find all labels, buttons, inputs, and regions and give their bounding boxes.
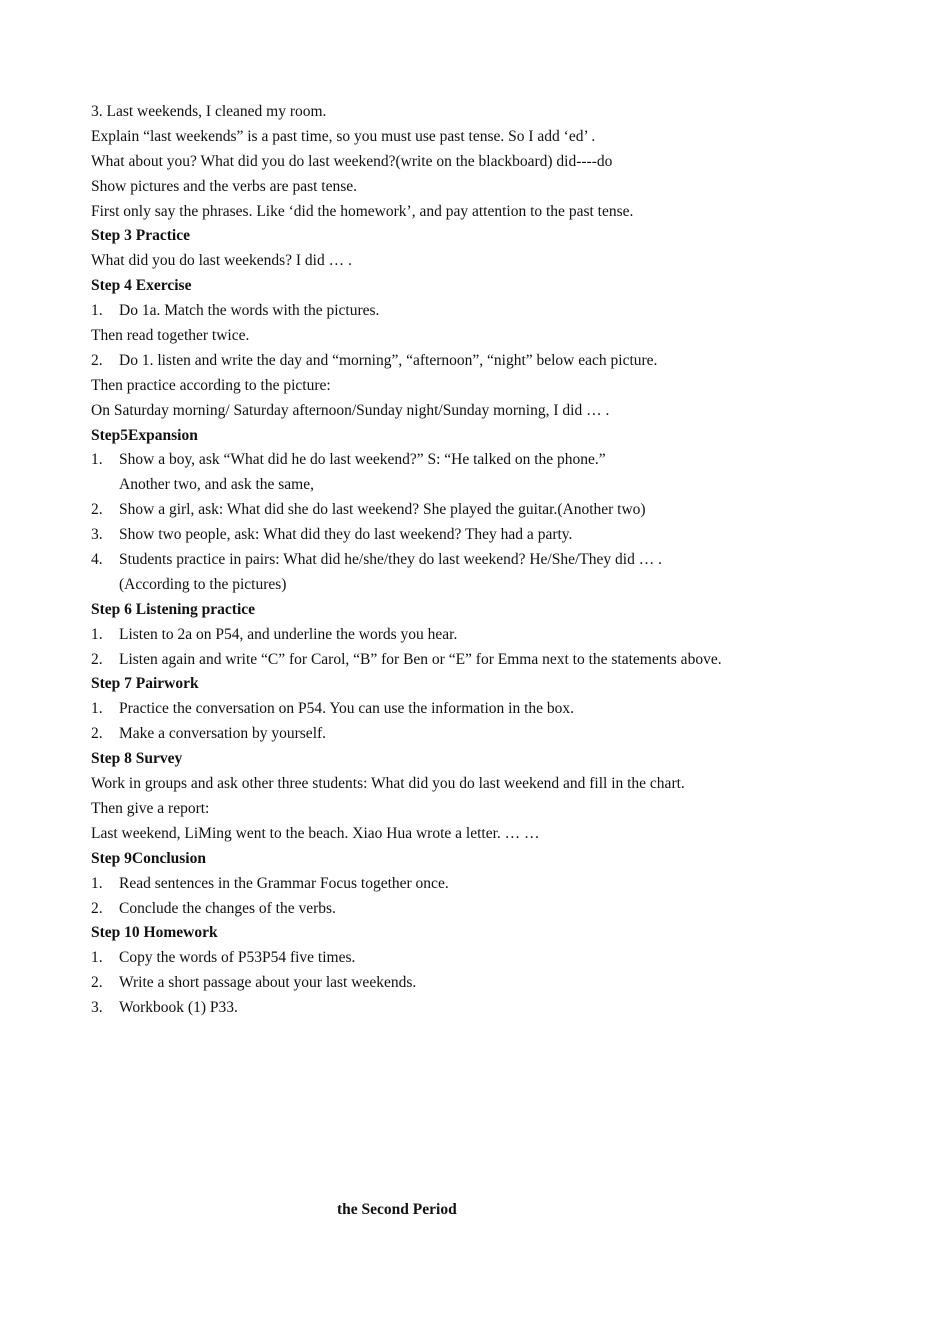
list-item: [91, 971, 871, 996]
step-heading: Step 7 Pairwork: [91, 675, 199, 693]
paragraph-line: On Saturday morning/ Saturday afternoon/Sunday night/Sunday morning, I did … .: [91, 401, 610, 419]
paragraph-line: First only say the phrases. Like ‘did the homework’, and pay attention to the past tense.: [91, 202, 634, 220]
paragraph-line: What about you? What did you do last weekend?(write on the blackboard) did----do: [91, 152, 613, 170]
list-item-text: Copy the words of P53P54 five times.: [119, 949, 356, 967]
step-heading: Step 3 Practice: [91, 227, 190, 245]
list-number: 4.: [91, 551, 103, 569]
paragraph-line: Last weekend, LiMing went to the beach. Xiao Hua wrote a letter. … …: [91, 824, 540, 842]
list-item: [91, 548, 871, 573]
list-continuation: Another two, and ask the same,: [119, 476, 314, 494]
step-heading: Step 8 Survey: [91, 750, 183, 768]
list-item-text: Practice the conversation on P54. You can use the information in the box.: [119, 700, 575, 718]
list-number: 2.: [91, 351, 103, 369]
list-item: [91, 648, 871, 673]
list-item: [91, 946, 871, 971]
list-number: 2.: [91, 725, 103, 743]
list-item: [91, 498, 871, 523]
lesson-plan-body: [91, 100, 871, 1021]
step-heading: Step 6 Listening practice: [91, 600, 256, 618]
list-number: 1.: [91, 302, 103, 320]
list-item: [91, 897, 871, 922]
list-item: [91, 872, 871, 897]
list-item: [91, 722, 871, 747]
list-item-text: Show a girl, ask: What did she do last weekend? She played the guitar.(Another two): [119, 501, 646, 519]
list-item-text: Show two people, ask: What did they do last weekend? They had a party.: [119, 526, 573, 544]
list-number: 3.: [91, 526, 103, 544]
paragraph-line: Work in groups and ask other three students: What did you do last weekend and fill in the chart.: [91, 775, 685, 793]
list-item: [91, 697, 871, 722]
list-item: [91, 523, 871, 548]
list-item-text: Listen to 2a on P54, and underline the words you hear.: [119, 625, 458, 643]
paragraph-line: 3. Last weekends, I cleaned my room.: [91, 103, 327, 120]
paragraph-line: Then practice according to the picture:: [91, 376, 331, 394]
list-item-text: Read sentences in the Grammar Focus together once.: [119, 874, 449, 892]
list-number: 1.: [91, 451, 103, 469]
paragraph-line: What did you do last weekends? I did … .: [91, 252, 352, 270]
list-item-text: Conclude the changes of the verbs.: [119, 899, 336, 917]
list-number: 2.: [91, 501, 103, 519]
list-number: 2.: [91, 899, 103, 917]
step-heading: Step 10 Homework: [91, 924, 218, 942]
list-item-text: Workbook (1) P33.: [119, 999, 238, 1017]
period-title: the Second Period: [337, 1201, 457, 1218]
list-item: [91, 623, 871, 648]
list-item-text: Students practice in pairs: What did he/she/they do last weekend? He/She/They did … .: [119, 551, 662, 569]
list-item-text: Do 1. listen and write the day and “morning”, “afternoon”, “night” below each picture.: [119, 351, 658, 369]
step-heading: Step 9Conclusion: [91, 849, 206, 867]
paragraph-line: Then read together twice.: [91, 327, 250, 345]
step-heading: Step5Expansion: [91, 426, 198, 444]
list-number: 1.: [91, 874, 103, 892]
list-item: [91, 448, 871, 473]
list-number: 1.: [91, 700, 103, 718]
list-continuation: (According to the pictures): [119, 575, 287, 593]
list-item-text: Write a short passage about your last weekends.: [119, 974, 417, 992]
list-item: [91, 996, 871, 1021]
list-number: 1.: [91, 949, 103, 967]
list-item-text: Show a boy, ask “What did he do last weekend?” S: “He talked on the phone.”: [119, 451, 606, 469]
list-item-text: Make a conversation by yourself.: [119, 725, 327, 743]
list-item: [91, 349, 871, 374]
list-item-text: Listen again and write “C” for Carol, “B” for Ben or “E” for Emma next to the statements above.: [119, 650, 722, 668]
step-heading: Step 4 Exercise: [91, 277, 192, 295]
paragraph-line: Then give a report:: [91, 799, 210, 817]
list-number: 3.: [91, 999, 103, 1017]
list-number: 2.: [91, 650, 103, 668]
list-item: [91, 299, 871, 324]
paragraph-line: Show pictures and the verbs are past tense.: [91, 177, 358, 195]
paragraph-line: Explain “last weekends” is a past time, so you must use past tense. So I add ‘ed’ .: [91, 127, 596, 145]
list-number: 2.: [91, 974, 103, 992]
list-number: 1.: [91, 625, 103, 643]
list-item-text: Do 1a. Match the words with the pictures.: [119, 302, 380, 320]
